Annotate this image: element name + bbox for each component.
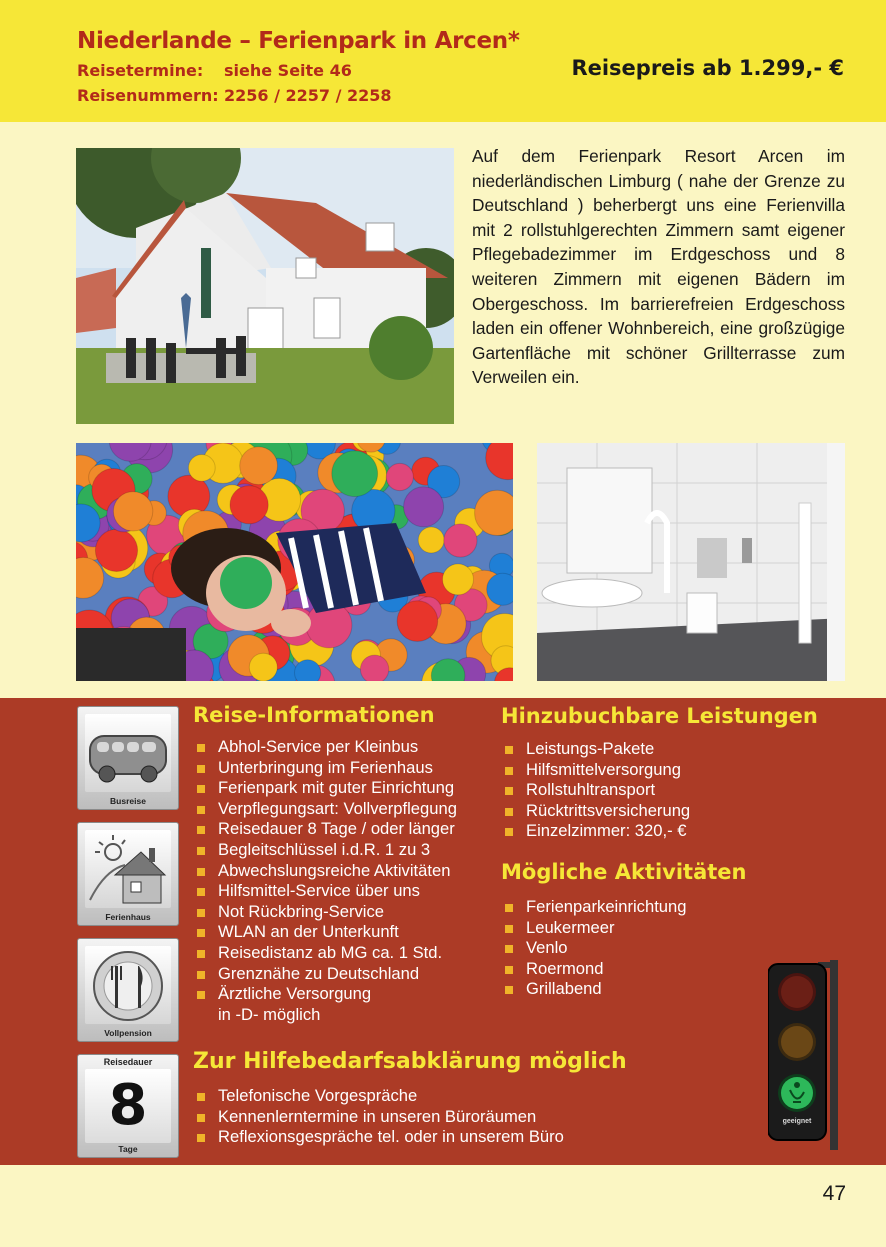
list-item: Abhol-Service per Kleinbus xyxy=(195,737,495,758)
list-item: Verpflegungsart: Vollverpflegung xyxy=(195,799,495,820)
dates-row xyxy=(77,61,352,80)
bus-caption: Busreise xyxy=(110,796,146,806)
list-item-line-cont: in -D- möglich xyxy=(218,1004,321,1024)
list-item: Begleitschlüssel i.d.R. 1 zu 3 xyxy=(195,840,495,861)
list-item-multiline xyxy=(195,984,495,1025)
list-item-line: Ärztliche Versorgung xyxy=(218,984,372,1004)
hinzu-heading: Hinzubuchbare Leistungen xyxy=(501,704,818,728)
list-item: Leistungs-Pakete xyxy=(503,739,833,760)
house-photo xyxy=(76,148,454,424)
duration-card xyxy=(77,1054,179,1158)
list-item: Reisedauer 8 Tage / oder länger xyxy=(195,819,495,840)
list-item: Leukermeer xyxy=(503,918,753,939)
duration-bottom-caption: Tage xyxy=(118,1144,138,1154)
house-caption: Ferienhaus xyxy=(105,912,151,922)
list-item: Telefonische Vorgespräche xyxy=(195,1086,635,1107)
bathroom-photo xyxy=(537,443,845,681)
header-band xyxy=(0,0,886,122)
list-item: Kennenlerntermine in unseren Büroräumen xyxy=(195,1107,635,1128)
traffic-light-caption: geeignet xyxy=(782,1118,812,1125)
duration-top-caption: Reisedauer xyxy=(103,1057,153,1067)
list-item: Hilfsmittel-Service über uns xyxy=(195,881,495,902)
duration-number: 8 xyxy=(108,1073,148,1138)
dates-label: Reisetermine: xyxy=(77,61,204,80)
meal-caption: Vollpension xyxy=(104,1028,152,1038)
numbers-value: 2256 / 2257 / 2258 xyxy=(224,86,392,105)
house-icon xyxy=(85,830,171,908)
hilfe-heading: Zur Hilfebedarfsabklärung möglich xyxy=(193,1049,627,1074)
list-item: Einzelzimmer: 320,- € xyxy=(503,821,833,842)
traffic-light xyxy=(768,960,844,1150)
list-item: Abwechslungsreiche Aktivitäten xyxy=(195,861,495,882)
aktiv-list xyxy=(503,897,753,1000)
list-item: Grillabend xyxy=(503,979,753,1000)
list-item: WLAN an der Unterkunft xyxy=(195,922,495,943)
list-item: Ferienparkeinrichtung xyxy=(503,897,753,918)
page-title: Niederlande – Ferienpark in Arcen* xyxy=(77,28,520,54)
list-item: Reflexionsgespräche tel. oder in unserem Büro xyxy=(195,1127,635,1148)
page-number: 47 xyxy=(822,1182,846,1205)
bus-card xyxy=(77,706,179,810)
ballpit-photo xyxy=(76,443,513,681)
hilfe-list xyxy=(195,1086,635,1148)
list-item: Grenznähe zu Deutschland xyxy=(195,964,495,985)
dates-value: siehe Seite 46 xyxy=(224,61,352,80)
house-card xyxy=(77,822,179,926)
numbers-label: Reisenummern: xyxy=(77,86,219,105)
list-item: Venlo xyxy=(503,938,753,959)
list-item: Roermond xyxy=(503,959,753,980)
aktiv-heading: Mögliche Aktivitäten xyxy=(501,860,747,884)
list-item: Hilfsmittelversorgung xyxy=(503,760,833,781)
meal-card xyxy=(77,938,179,1042)
plate-icon xyxy=(85,946,171,1024)
reise-info-heading: Reise-Informationen xyxy=(193,703,435,727)
bus-icon xyxy=(85,714,171,792)
list-item: Not Rückbring-Service xyxy=(195,902,495,923)
list-item: Rücktrittsversicherung xyxy=(503,801,833,822)
price: Reisepreis ab 1.299,- € xyxy=(571,56,844,80)
list-item: Rollstuhltransport xyxy=(503,780,833,801)
list-item: Reisedistanz ab MG ca. 1 Std. xyxy=(195,943,495,964)
list-item: Unterbringung im Ferienhaus xyxy=(195,758,495,779)
reise-info-list xyxy=(195,737,495,1025)
intro-text: Auf dem Ferienpark Resort Arcen im niederländischen Limburg ( nahe der Grenze zu Deutschland ) beherbergt uns eine Ferienvilla mit 2 rollstuhlgerechten Zimmern samt eigener Pflegebadezimmer im Erdgeschoss und 8 weiteren Zimmern mit eigenen Bädern im Obergeschoss. Im barrierefreien Erdgeschoss laden ein offener Wohnbereich, eine großzügige Gartenfläche mit schöner Grillterrasse zum Verweilen ein. xyxy=(472,146,845,388)
numbers-row xyxy=(77,86,392,105)
hinzu-list xyxy=(503,739,833,842)
list-item: Ferienpark mit guter Einrichtung xyxy=(195,778,495,799)
